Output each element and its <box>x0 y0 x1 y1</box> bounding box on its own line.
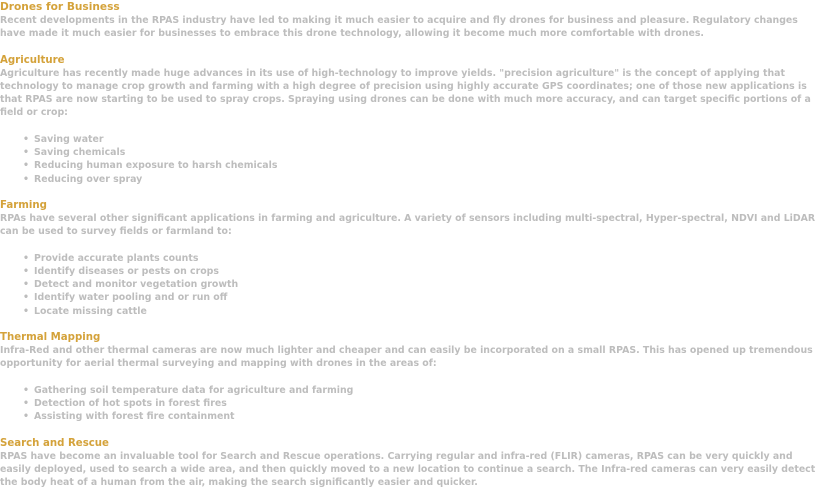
list-item: • Locate missing cattle <box>23 305 147 317</box>
list-item: • Reducing human exposure to harsh chemicals <box>23 160 278 172</box>
bullet-list <box>0 252 826 318</box>
bullet-icon: • <box>23 384 29 396</box>
section-paragraph: RPAS have become an invaluable tool for Search and Rescue operations. Carrying regular and infra-red (FLIR) cameras, RPAS can be very quickly and easily deployed, used to search a wide area, and then quickly moved to a new location to continue a search. The Infra-red cameras can very easily detect the body heat of a human from the air, making the search significantly easier and quicker. <box>0 450 816 489</box>
bullet-icon: • <box>23 411 29 423</box>
bullet-icon: • <box>23 397 29 409</box>
bullet-icon: • <box>23 292 29 304</box>
list-item: • Detect and monitor vegetation growth <box>23 279 239 291</box>
section-search-and-rescue <box>0 437 826 490</box>
bullet-list <box>0 384 826 424</box>
section-heading: Thermal Mapping <box>0 332 101 344</box>
section-heading: Search and Rescue <box>0 437 109 449</box>
section-paragraph: Recent developments in the RPAS industry have led to making it much easier to acquire and fly drones for business and pleasure. Regulatory changes have made it much easier for businesses to embrace this drone technology, allowing it become much more comfortable with drones. <box>0 15 798 40</box>
section-thermal-mapping <box>0 331 826 423</box>
section-paragraph: RPAs have several other significant applications in farming and agriculture. A variety of sensors including multi-spectral, Hyper-spectral, NDVI and LiDAR can be used to survey fields or farmland to: <box>0 212 816 238</box>
section-farming <box>0 199 826 318</box>
bullet-icon: • <box>23 252 29 264</box>
list-item: • Identify water pooling and or run off <box>23 292 228 304</box>
bullet-icon: • <box>23 160 29 172</box>
list-item: • Saving chemicals <box>23 147 126 159</box>
list-item: • Reducing over spray <box>23 173 143 185</box>
bullet-icon: • <box>23 173 29 185</box>
section-heading: Drones for Business <box>0 1 120 13</box>
bullet-list <box>0 133 826 186</box>
list-item: • Detection of hot spots in forest fires <box>23 397 227 409</box>
section-agriculture <box>0 54 826 186</box>
list-item: • Identify diseases or pests on crops <box>23 265 219 277</box>
list-item: • Provide accurate plants counts <box>23 252 199 264</box>
section-paragraph: Infra-Red and other thermal cameras are now much lighter and cheaper and can easily be incorporated on a small RPAS. This has opened up tremendous opportunity for aerial thermal surveying and mapping with drones in the areas of: <box>0 345 813 370</box>
list-item: • Assisting with forest fire containment <box>23 411 235 423</box>
list-item: • Saving water <box>23 133 104 145</box>
bullet-icon: • <box>23 305 29 317</box>
list-item: • Gathering soil temperature data for agriculture and farming <box>23 384 354 396</box>
section-heading: Agriculture <box>0 54 65 66</box>
section-paragraph: Agriculture has recently made huge advances in its use of high-technology to improve yields. "precision agriculture" is the concept of applying that technology to manage crop growth and farming with a high degree of precision using highly accurate GPS coordinates; one of those new applications is that RPAS are now starting to be used to spray crops. Spraying using drones can be done with much more accuracy, and can target specific portions of a field or crop: <box>0 67 811 119</box>
bullet-icon: • <box>23 133 29 145</box>
section-drones-for-business <box>0 1 826 41</box>
bullet-icon: • <box>23 265 29 277</box>
bullet-icon: • <box>23 279 29 291</box>
section-heading: Farming <box>0 199 47 211</box>
bullet-icon: • <box>23 147 29 159</box>
